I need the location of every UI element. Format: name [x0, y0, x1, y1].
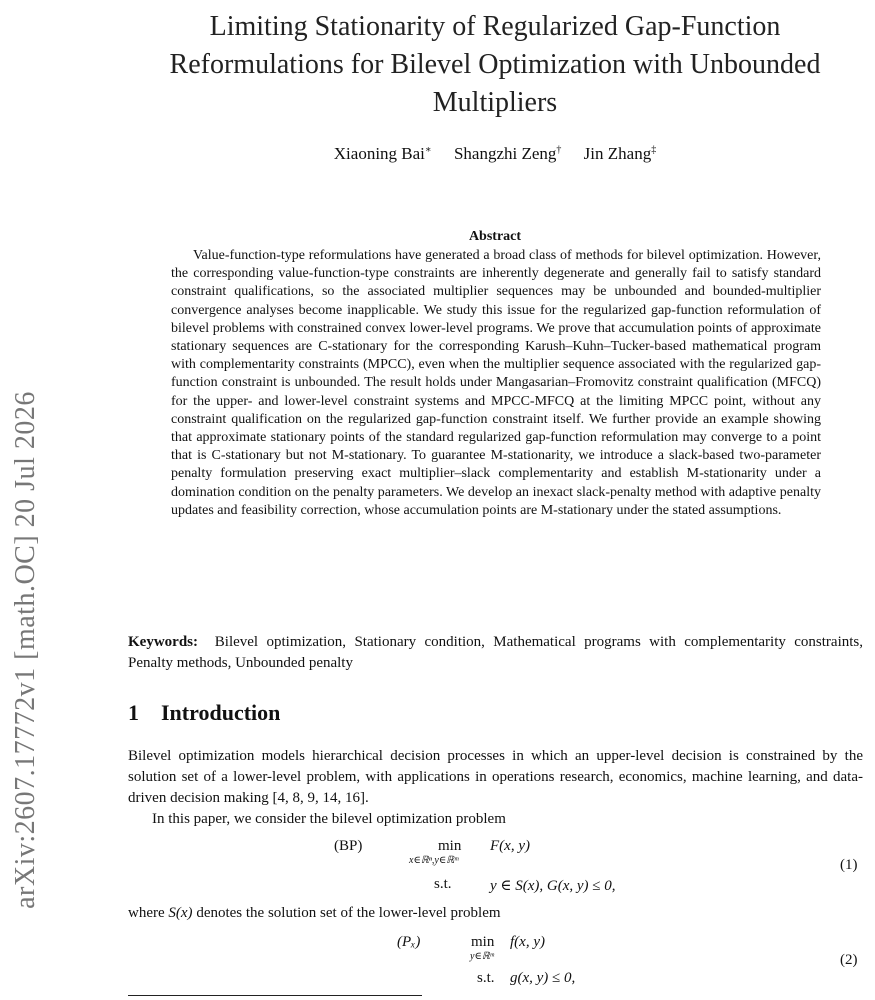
- eq1-number: (1): [840, 857, 858, 873]
- abstract-heading: Abstract: [468, 229, 522, 244]
- eq2-label: (Pₓ): [397, 934, 421, 950]
- keywords-list: Bilevel optimization, Stationary condition, Mathematical programs with complementarity constraints, Penalty methods, Unbounded penalty: [128, 634, 863, 671]
- section-title: Introduction: [161, 700, 281, 725]
- eq1-constraints: y ∈ S(x), G(x, y) ≤ 0,: [490, 878, 616, 894]
- intro-paragraph-1: Bilevel optimization models hierarchical decision processes in which an upper-level decision is constrained by the solution set of a lower-level problem, with applications in operations research, economics, machine learning, and data-driven decision making [4, 8, 9, 14, 16].: [128, 748, 863, 806]
- eq1-subject-to: s.t.: [434, 876, 452, 892]
- eq1-min-subscript: x∈ℝⁿ,y∈ℝᵐ: [409, 855, 459, 866]
- eq2-number: (2): [840, 952, 858, 968]
- eq2-min-subscript: y∈ℝᵐ: [470, 951, 494, 962]
- intro-paragraph-3: where S(x) denotes the solution set of the lower-level problem: [128, 905, 501, 921]
- section-heading: [128, 700, 280, 726]
- eq2-objective: f(x, y): [510, 934, 545, 950]
- eq1-objective: F(x, y): [490, 838, 530, 854]
- eq2-constraints: g(x, y) ≤ 0,: [510, 970, 576, 986]
- arxiv-sidebar-stamp: [2, 330, 50, 970]
- paper-title: Limiting Stationarity of Regularized Gap-Function Reformulations for Bilevel Optimization with Unbounded Multipliers: [169, 11, 821, 118]
- eq2-min: min: [471, 934, 495, 950]
- arxiv-identifier: arXiv:2607.17772v1 [math.OC] 20 Jul 2026: [10, 391, 41, 909]
- author-2: Shangzhi Zeng†: [453, 144, 562, 163]
- author-list: [130, 144, 860, 164]
- solution-set-symbol: S(x): [168, 905, 193, 921]
- eq2-subject-to: s.t.: [477, 970, 495, 986]
- eq1-label: (BP): [334, 838, 363, 854]
- author-3: Jin Zhang‡: [583, 144, 657, 163]
- author-2-footnote-mark: †: [556, 144, 562, 156]
- author-1-footnote-mark: ∗: [424, 144, 432, 156]
- keywords: [128, 632, 863, 674]
- author-3-footnote-mark: ‡: [651, 144, 657, 156]
- abstract-text: Value-function-type reformulations have generated a broad class of methods for bilevel optimization. However, the corresponding value-function-type constraints are inherently degenerate and generally fail to satisfy standard constraint qualifications, so the associated multiplier sequences may be unbounded and bounded-multiplier convergence analyses become inapplicable. We study this issue for the regularized gap-function reformulation of bilevel problems with constrained convex lower-level programs. We prove that accumulation points of approximate stationary sequences are C-stationary for the corresponding Karush–Kuhn–Tucker-based mathematical program with complementarity constraints (MPCC), even when the multiplier sequence associated with the regularized gap-function constraint is unbounded. The result holds under Mangasarian–Fromovitz constraint qualification (MFCQ) for the upper- and lower-level constraint systems and MPCC-MFCQ at the limiting MPCC point, without any constraint qualification on the regularized gap-function constraint itself. We further provide an example showing that approximate stationary points of the standard regularized gap-function reformulation may converge to a point that is C-stationary but not M-stationary. To guarantee M-stationarity, we introduce a slack-based two-parameter penalty formulation preserving exact multiplier–slack complementarity and establish M-stationarity under a domination condition on the penalty parameters. We develop an inexact slack-penalty method with adaptive penalty updates and feasibility correction, whose accumulation points are M-stationary under the stated assumptions.: [171, 248, 821, 518]
- author-1: Xiaoning Bai∗: [333, 144, 432, 163]
- section-number: 1: [128, 700, 139, 725]
- keywords-label: Keywords:: [128, 634, 198, 650]
- eq1-min: min: [438, 838, 462, 854]
- footnote-rule: [128, 995, 422, 996]
- intro-paragraph-2: In this paper, we consider the bilevel optimization problem: [152, 811, 506, 827]
